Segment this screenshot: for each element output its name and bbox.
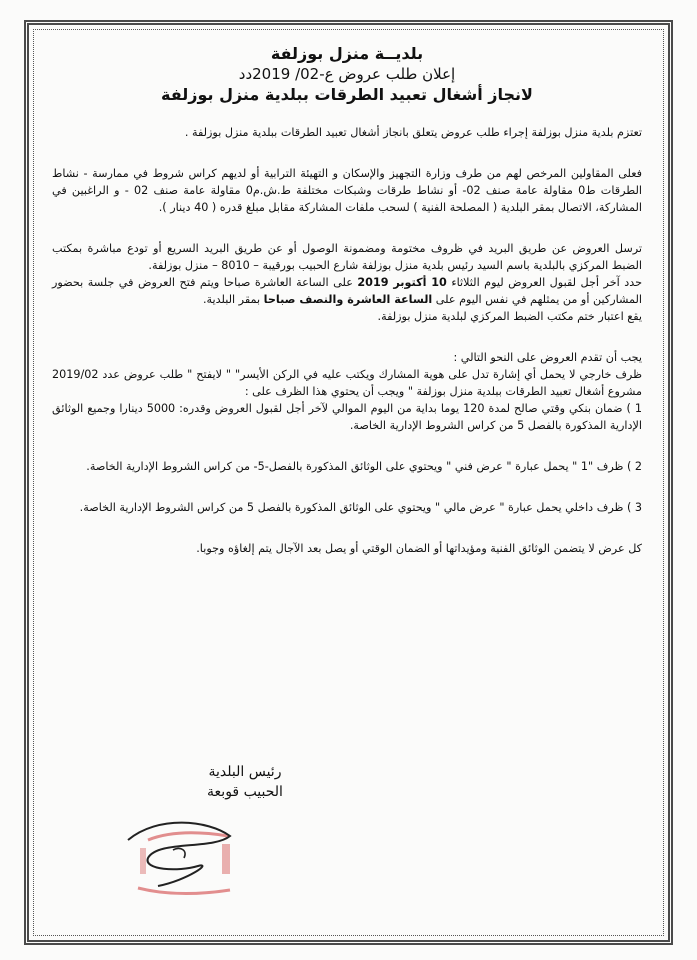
municipality-heading: بلديــة منزل بوزلفة — [270, 44, 424, 63]
deadline-text-c: بمقر البلدية. — [202, 293, 264, 306]
deadline-text-b: على الساعة العاشرة صباحا ويتم فتح العروض في جلسة بحضور المشاركين أو من يمثلهم في نفس اليوم على — [52, 276, 642, 306]
notice-content — [52, 40, 642, 557]
closing-paragraph: كل عرض لا يتضمن الوثائق الفنية ومؤيداتها أو الضمان الوقتي أو يصل بعد الآجال يتم إلغاؤه وجوبا. — [196, 542, 642, 555]
stamp-rule-paragraph: يقع اعتبار ختم مكتب الضبط المركزي لبلدية منزل بوزلفة. — [377, 310, 642, 323]
deadline-time: الساعة العاشرة والنصف صباحا — [263, 293, 433, 306]
deadline-date: 10 أكتوبر 2019 — [357, 276, 447, 289]
item-1: 1 ) ضمان بنكي وقتي صالح لمدة 120 يوما بداية من اليوم الموالي لآخر أجل لقبول العروض وقدره: 5000 دينارا وجميع الوثائق الإدارية المذكورة بالفصل 5 من كراس الشروط الإدارية الخاصة. — [52, 402, 642, 432]
deadline-text-a: حدد آخر أجل لقبول العروض ليوم الثلاثاء — [446, 276, 642, 289]
notice-number: إعلان طلب عروض ع-02/ 2019دد — [238, 65, 456, 83]
deadline-paragraph — [52, 274, 642, 308]
format-intro: يجب أن تقدم العروض على النحو التالي : — [453, 351, 642, 364]
signatory-title: رئيس البلدية — [208, 764, 282, 780]
signatory-name: الحبيب قوبعة — [207, 784, 283, 800]
official-stamp-and-signature — [118, 810, 238, 902]
outer-envelope-paragraph: ظرف خارجي لا يحمل أي إشارة تدل على هوية المشارك ويكتب عليه في الركن الأيسر" " لايفتح " طلب عروض عدد 2019/02 مشروع أشغال تعبيد الطرقات ببلدية منزل بوزلفة " ويجب أن يحتوي هذا الظرف على : — [52, 368, 642, 398]
submission-paragraph: ترسل العروض عن طريق البريد في ظروف مختومة ومضمونة الوصول أو عن طريق البريد السريع أو تودع مباشرة بمكتب الضبط المركزي بالبلدية باسم السيد رئيس بلدية منزل بوزلفة شارع الحبيب بورقيبة – 8010 – منزل بوزلفة. — [52, 242, 642, 272]
intro-paragraph: تعتزم بلدية منزل بوزلفة إجراء طلب عروض يتعلق بانجاز أشغال تعبيد الطرقات ببلدية منزل بوزلفة . — [184, 126, 642, 139]
item-2: 2 ) ظرف "1 " يحمل عبارة " عرض فني " ويحتوي على الوثائق المذكورة بالفصل-5- من كراس الشروط الإدارية الخاصة. — [86, 460, 642, 473]
signature-block — [185, 762, 305, 802]
eligibility-paragraph: فعلى المقاولين المرخص لهم من طرف وزارة التجهيز والإسكان و التهيئة الترابية أو لديهم كراس شروط في ممارسة - نشاط الطرقات ط0 مقاولة عامة صنف 02- أو نشاط طرقات وشبكات مختلفة ط.ش.م0 مقاولة عامة صنف 02 - و الراغبين في المشاركة، الاتصال بمقر البلدية ( المصلحة الفنية ) لسحب ملفات المشاركة مقابل مبلغ قدره ( 40 دينار ). — [52, 167, 642, 214]
item-3: 3 ) ظرف داخلي يحمل عبارة " عرض مالي " ويحتوي على الوثائق المذكورة بالفصل 5 من كراس الشروط الإدارية الخاصة. — [79, 501, 642, 514]
project-title: لانجاز أشغال تعبيد الطرقات ببلدية منزل بوزلفة — [161, 85, 533, 104]
